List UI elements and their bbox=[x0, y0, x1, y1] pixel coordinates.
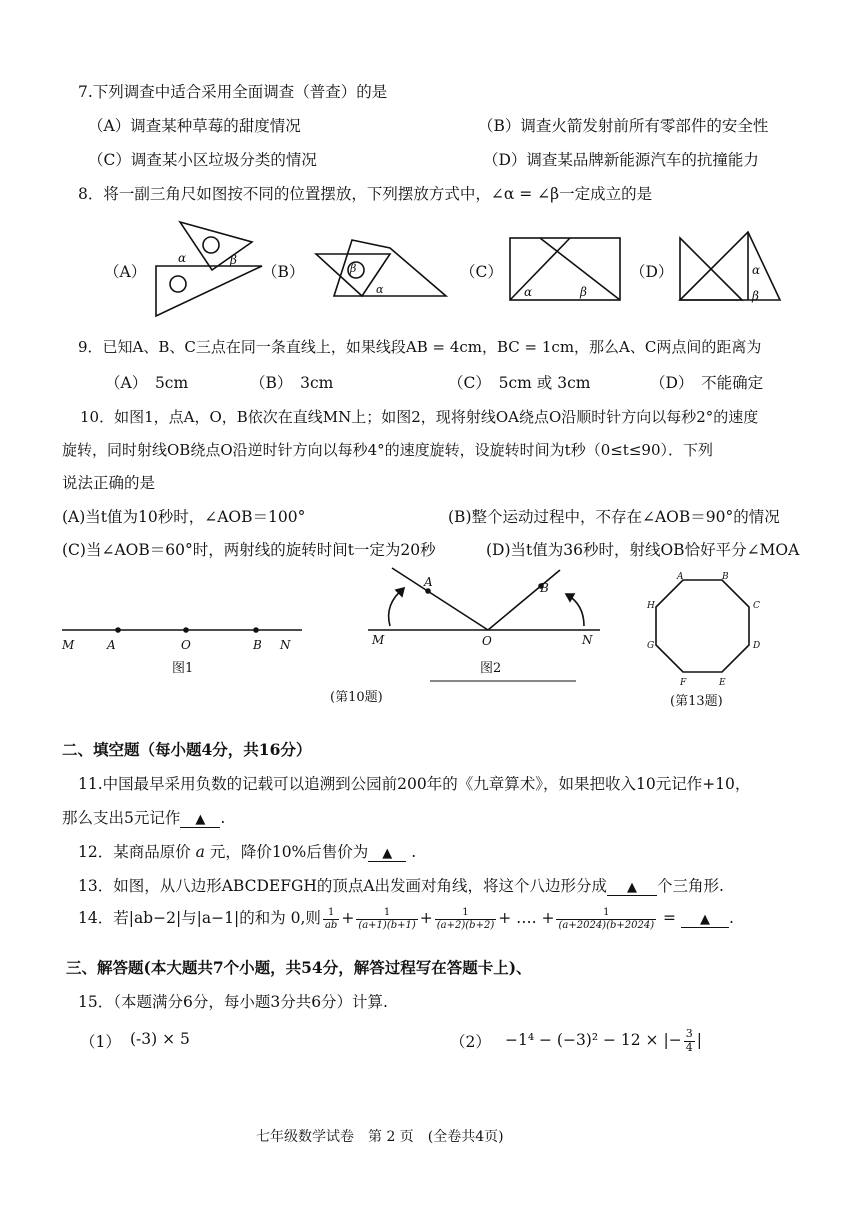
q14-fraction-2: $\frac{1}{(a+1)(b+1)}$ bbox=[358, 907, 416, 931]
q12-line bbox=[78, 840, 416, 862]
q10-figure-caption: (第10题) bbox=[330, 690, 383, 705]
octagon-label-h: H bbox=[647, 601, 655, 611]
q8-a-beta: β bbox=[230, 253, 237, 267]
q9-stem: 9．已知A、B、C三点在同一条直线上，如果线段AB = 4cm，BC = 1cm，那么A、C两点间的距离为 bbox=[78, 338, 762, 356]
octagon-label-b: B bbox=[722, 572, 729, 582]
q7-option-d: （D）调查某品牌新能源汽车的抗撞能力 bbox=[483, 151, 759, 169]
q13-figure-caption: (第13题) bbox=[670, 694, 723, 709]
q13-answer-blank bbox=[607, 879, 657, 896]
fig2-label-b: B bbox=[540, 581, 549, 595]
q15-part-2-label: （2） bbox=[450, 1033, 491, 1051]
q15-part-2-expression: −1⁴ − (−3)² − 12 × |− $\frac{3}{4}$ | bbox=[505, 1027, 702, 1054]
q11-period: . bbox=[220, 809, 226, 827]
page-footer: 七年级数学试卷 第 2 页 (全卷共4页) bbox=[256, 1129, 504, 1145]
section-2-title: 二、填空题（每小题4分，共16分） bbox=[62, 740, 312, 759]
fig2-label-a: A bbox=[424, 575, 433, 589]
octagon-label-c: C bbox=[753, 601, 760, 611]
q14-line: 14．若|ab−2|与|a−1|的和为 0,则 $\frac{1}{ab}$ + $\frac{1}{(a+1)(b+1)}$ + $\frac{1}{(a+2)(b+2)}$ + …. + $\frac{1}{(a+2024)(b+2024)}$ = ▲ . bbox=[78, 907, 734, 931]
q8-figure-b bbox=[316, 240, 446, 296]
q8-figure-a bbox=[156, 222, 262, 316]
fig2-label-m: M bbox=[372, 633, 385, 647]
q10-option-b: (B)整个运动过程中，不存在∠AOB＝90°的情况 bbox=[448, 508, 780, 526]
fig2-label-n: N bbox=[582, 633, 593, 647]
q15-part-2-fraction: $\frac{3}{4}$ bbox=[685, 1027, 693, 1054]
q11-blank-mark: ▲ bbox=[195, 812, 206, 827]
q14-equals: = bbox=[663, 909, 677, 927]
q12-var-a: a bbox=[195, 843, 205, 861]
q14-fraction-4: $\frac{1}{(a+2024)(b+2024)}$ bbox=[558, 907, 655, 931]
q10-fig2-caption: 图2 bbox=[480, 661, 502, 676]
fig1-label-o: O bbox=[181, 638, 191, 652]
q8-stem: 8．将一副三角尺如图按不同的位置摆放，下列摆放方式中，∠α = ∠β一定成立的是 bbox=[78, 185, 653, 203]
q8-c-alpha: α bbox=[524, 285, 533, 299]
q14-fraction-3: $\frac{1}{(a+2)(b+2)}$ bbox=[436, 907, 495, 931]
q8-figure-c bbox=[510, 238, 620, 300]
octagon-label-f: F bbox=[680, 678, 687, 688]
q12-blank-mark: ▲ bbox=[382, 846, 393, 861]
q8-label-c: （C） bbox=[460, 263, 503, 281]
octagon-label-e: E bbox=[719, 678, 726, 688]
fig2-label-o: O bbox=[482, 634, 492, 648]
q14-period: . bbox=[728, 909, 734, 927]
q9-option-d: （D） 不能确定 bbox=[650, 374, 764, 392]
octagon-label-a: A bbox=[677, 572, 684, 582]
q7-option-c: （C）调查某小区垃圾分类的情况 bbox=[88, 151, 317, 169]
q8-figure-d bbox=[680, 232, 780, 303]
q12-text-pre: 12．某商品原价 bbox=[78, 843, 196, 861]
q8-label-d: （D） bbox=[630, 263, 674, 281]
q11-text: 那么支出5元记作 bbox=[62, 809, 181, 827]
q11-answer-blank bbox=[180, 811, 220, 828]
q7-stem: 7.下列调查中适合采用全面调查（普查）的是 bbox=[78, 83, 388, 101]
fig1-label-b: B bbox=[253, 638, 262, 652]
q12-period: . bbox=[406, 843, 417, 861]
q10-option-a: (A)当t值为10秒时，∠AOB＝100° bbox=[62, 508, 306, 526]
q13-octagon-figure bbox=[646, 572, 760, 688]
q9-option-a: （A） 5cm bbox=[105, 374, 189, 392]
q9-option-b: （B） 3cm bbox=[250, 374, 334, 392]
q12-answer-blank bbox=[368, 845, 406, 862]
q11-line-1: 11.中国最早采用负数的记载可以追溯到公园前200年的《九章算术》，如果把收入10元记作+10， bbox=[78, 775, 751, 793]
q8-d-beta: β bbox=[752, 289, 759, 303]
q14-dots: + …. + bbox=[498, 909, 555, 927]
q14-answer-blank bbox=[681, 911, 729, 928]
fig1-label-a: A bbox=[107, 638, 116, 652]
q10-line-3: 说法正确的是 bbox=[62, 474, 156, 492]
octagon-label-g: G bbox=[647, 641, 655, 651]
q14-fraction-1: $\frac{1}{ab}$ bbox=[324, 907, 338, 931]
q15-part-1-label: （1） bbox=[80, 1033, 121, 1051]
q7-option-a: （A）调查某种草莓的甜度情况 bbox=[88, 117, 301, 135]
q10-line-2: 旋转，同时射线OB绕点O沿逆时针方向以每秒4°的速度旋转，设旋转时间为t秒（0≤t≤90）．下列 bbox=[62, 441, 713, 459]
q10-line-1: 10．如图1，点A，O，B依次在直线MN上；如图2，现将射线OA绕点O沿顺时针方向以每秒2°的速度 bbox=[80, 408, 759, 426]
q14-blank-mark: ▲ bbox=[699, 912, 710, 927]
q13-line bbox=[78, 874, 724, 896]
octagon-label-d: D bbox=[753, 641, 761, 651]
q13-text-post: 个三角形. bbox=[657, 877, 724, 895]
q12-text-mid: 元，降价10%后售价为 bbox=[204, 843, 369, 861]
q13-blank-mark: ▲ bbox=[627, 880, 638, 895]
q15-part-1-expression: (-3) × 5 bbox=[130, 1030, 190, 1048]
q13-text-pre: 13．如图，从八边形ABCDEFGH的顶点A出发画对角线，将这个八边形分成 bbox=[78, 877, 608, 895]
q8-a-alpha: α bbox=[178, 251, 187, 265]
q14-text-pre: 14．若|ab−2|与|a−1|的和为 0,则 bbox=[78, 909, 321, 927]
q8-c-beta: β bbox=[580, 285, 587, 299]
q8-b-alpha: α bbox=[376, 283, 384, 296]
fig1-label-m: M bbox=[62, 638, 75, 652]
q8-d-alpha: α bbox=[752, 263, 761, 277]
q10-fig1-caption: 图1 bbox=[172, 661, 194, 676]
q10-figure-1 bbox=[61, 628, 302, 652]
q15-stem: 15．（本题满分6分，每小题3分共6分）计算. bbox=[78, 993, 388, 1011]
q8-label-a: （A） bbox=[104, 263, 147, 281]
q10-option-d: (D)当t值为36秒时，射线OB恰好平分∠MOA bbox=[486, 541, 800, 559]
q8-b-beta: β bbox=[350, 262, 357, 275]
section-3-title: 三、解答题(本大题共7个小题，共54分，解答过程写在答题卡上)、 bbox=[66, 958, 532, 977]
q11-line-2 bbox=[62, 806, 225, 828]
q10-option-c: (C)当∠AOB＝60°时，两射线的旋转时间t一定为20秒 bbox=[62, 541, 436, 559]
q9-option-c: （C） 5cm 或 3cm bbox=[448, 374, 591, 392]
q8-label-b: （B） bbox=[262, 263, 305, 281]
fig1-label-n: N bbox=[280, 638, 291, 652]
q7-option-b: （B）调查火箭发射前所有零部件的安全性 bbox=[478, 117, 769, 135]
